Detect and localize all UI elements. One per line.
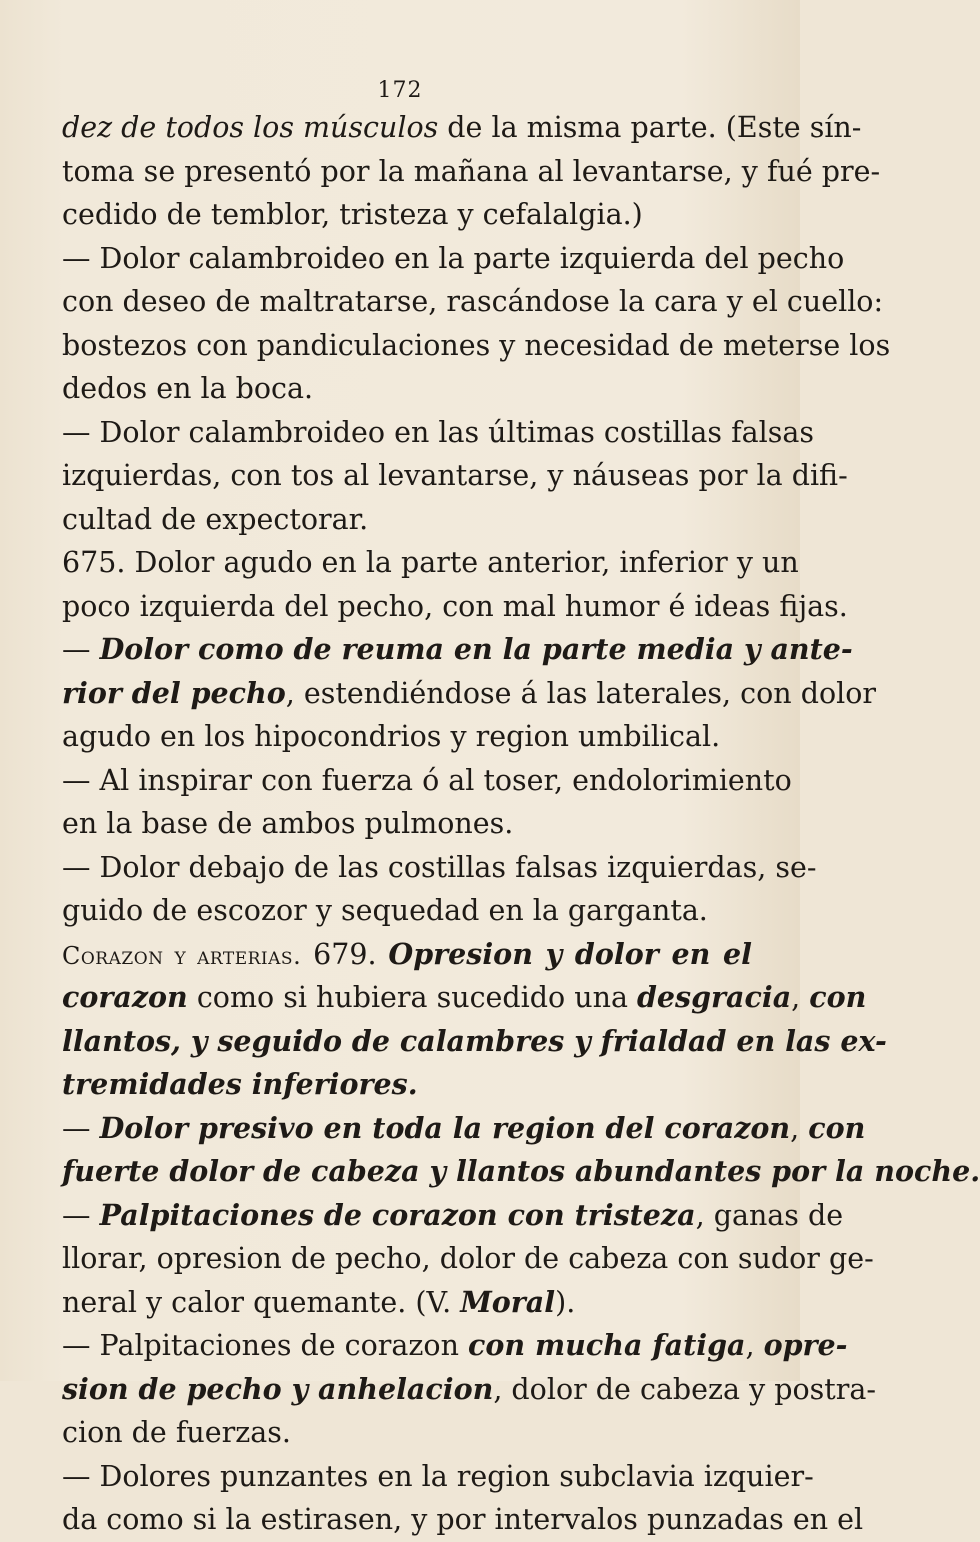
text-segment: de la misma parte. (Este sín-: [438, 111, 862, 144]
text-segment: — Dolores punzantes en la region subclavia izquier-: [62, 1459, 814, 1493]
text-line: [62, 280, 884, 324]
text-segment: cion de fuerzas.: [62, 1416, 291, 1449]
text-segment: — Dolor calambroideo en la parte izquierda del pecho: [62, 241, 845, 275]
text-segment: tremidades inferiores.: [62, 1067, 418, 1101]
text-segment: ,: [791, 981, 810, 1014]
text-line: [62, 889, 752, 933]
text-line: [62, 1194, 844, 1238]
text-segment: ,: [745, 1329, 764, 1362]
text-segment: Dolor presivo en toda la region del corazon: [99, 1110, 791, 1145]
text-segment: corazon: [62, 980, 188, 1014]
text-segment: guido de escozor y sequedad en la garganta.: [62, 894, 708, 927]
text-segment: con: [809, 980, 867, 1014]
text-line: [62, 150, 881, 194]
body-text: [62, 106, 980, 1542]
text-segment: bostezos con pandiculaciones y necesidad de meterse los: [62, 328, 891, 362]
text-line: [62, 411, 815, 455]
text-segment: — Palpitaciones de corazon: [62, 1329, 468, 1362]
text-segment: con: [808, 1110, 866, 1145]
text-line: [62, 1020, 887, 1064]
text-line: [62, 237, 845, 281]
text-segment: Moral: [460, 1284, 556, 1319]
text-line: [62, 498, 752, 542]
text-segment: llantos, y seguido de calambres y frialdad en las ex-: [62, 1023, 887, 1058]
text-line: [62, 846, 817, 890]
text-line: [62, 1368, 876, 1412]
text-segment: sion de pecho y anhelacion: [62, 1371, 494, 1406]
text-segment: agudo en los hipocondrios y region umbilical.: [62, 720, 721, 753]
text-segment: — Al inspirar con fuerza ó al toser, endolorimiento: [62, 763, 792, 797]
text-line: [62, 106, 862, 150]
text-line: [62, 454, 848, 498]
text-segment: ,: [790, 1111, 809, 1145]
text-segment: — Dolor calambroideo en las últimas costillas falsas: [62, 415, 815, 449]
text-line: [62, 1455, 814, 1499]
text-segment: fuerte dolor de cabeza y llantos abundantes por la noche.: [62, 1154, 980, 1188]
text-segment: da como si la estirasen, y por intervalos punzadas en el: [62, 1503, 864, 1536]
text-segment: toma se presentó por la mañana al levantarse, y fué pre-: [62, 154, 881, 188]
text-segment: desgracia: [637, 980, 792, 1014]
text-segment: en la base de ambos pulmones.: [62, 807, 514, 840]
text-segment: con deseo de maltratarse, rascándose la cara y el cuello:: [62, 285, 884, 318]
text-segment: —: [62, 1111, 100, 1145]
text-segment: — Dolor debajo de las costillas falsas izquierdas, se-: [62, 850, 817, 884]
text-line: [62, 1107, 866, 1151]
text-line: [62, 672, 877, 716]
text-segment: izquierdas, con tos al levantarse, y náuseas por la difi-: [62, 459, 848, 492]
text-segment: Opresion y dolor en el: [388, 936, 753, 971]
text-segment: cultad de expectorar.: [62, 502, 369, 536]
text-line: [62, 933, 752, 977]
text-line: [62, 1150, 980, 1194]
text-segment: Corazon y arterias.: [62, 941, 302, 970]
text-segment: 675. Dolor agudo en la parte anterior, inferior y un: [62, 546, 799, 579]
text-line: [62, 324, 891, 368]
text-line: [62, 367, 752, 411]
text-segment: poco izquierda del pecho, con mal humor é ideas fijas.: [62, 589, 848, 623]
text-line: [62, 1237, 874, 1281]
text-line: [62, 759, 792, 803]
text-line: [62, 1281, 752, 1325]
text-segment: Dolor como de reuma en la parte media y ante-: [99, 632, 853, 666]
text-segment: neral y calor quemante. (V.: [62, 1285, 461, 1319]
text-line: [62, 1063, 752, 1107]
text-segment: dez de todos los músculos: [62, 111, 439, 144]
text-segment: , dolor de cabeza y postra-: [493, 1372, 876, 1406]
text-line: [62, 193, 752, 237]
text-line: [62, 976, 867, 1020]
text-segment: llorar, opresion de pecho, dolor de cabeza con sudor ge-: [62, 1242, 874, 1275]
text-segment: dedos en la boca.: [62, 372, 314, 405]
text-segment: como si hubiera sucedido una: [187, 981, 637, 1014]
text-segment: cedido de temblor, tristeza y cefalalgia.): [62, 198, 643, 231]
text-line: [62, 541, 799, 585]
text-segment: 679.: [301, 937, 389, 971]
text-segment: ).: [555, 1285, 576, 1319]
text-line: [62, 1324, 848, 1368]
text-line: [62, 715, 752, 759]
text-line: [62, 628, 853, 672]
text-line: [62, 802, 752, 846]
text-line: [62, 585, 848, 629]
text-segment: rior del pecho: [62, 675, 286, 710]
text-segment: Palpitaciones de corazon con tristeza: [99, 1197, 696, 1232]
text-segment: —: [62, 633, 100, 666]
text-segment: —: [62, 1198, 100, 1232]
page-number: 172: [377, 78, 423, 103]
text-segment: , ganas de: [695, 1198, 844, 1232]
text-segment: con mucha fatiga: [468, 1328, 746, 1362]
text-segment: , estendiéndose á las laterales, con dolor: [285, 676, 877, 710]
text-line: [62, 1498, 864, 1542]
text-line: [62, 1411, 752, 1455]
text-segment: opre-: [763, 1328, 848, 1362]
